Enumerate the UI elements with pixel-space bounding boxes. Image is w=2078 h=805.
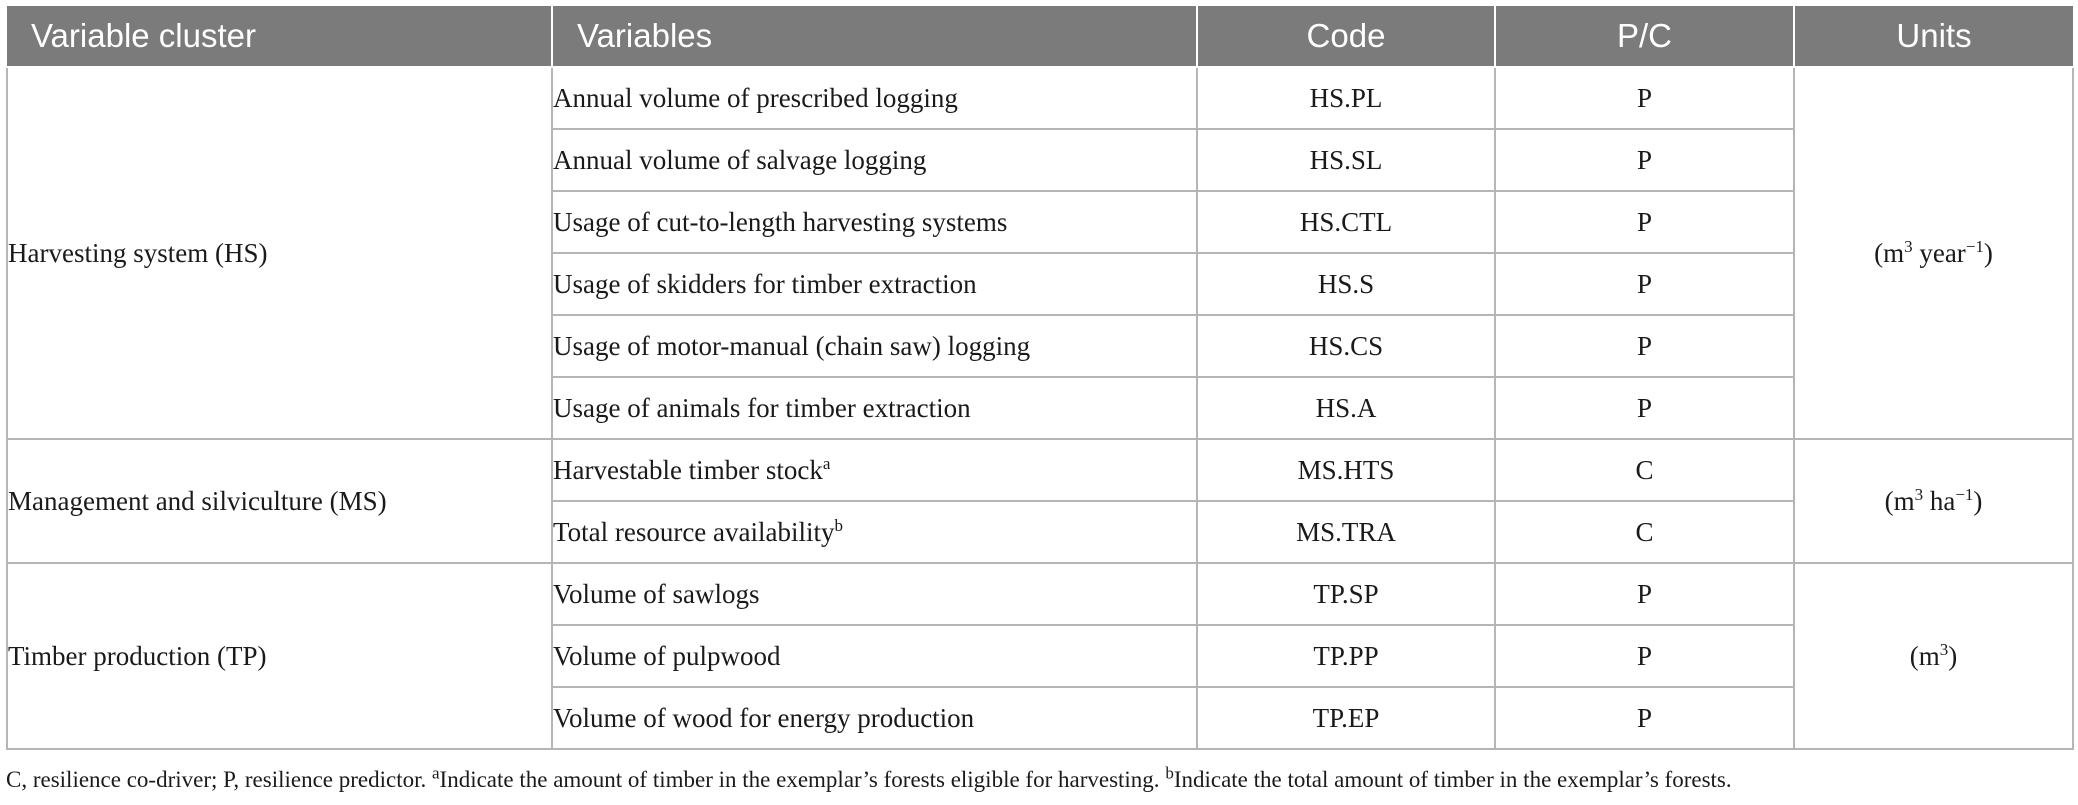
- cluster-cell: Timber production (TP): [7, 563, 552, 749]
- footnote-a-text: Indicate the amount of timber in the exemplar’s forests eligible for harvesting.: [439, 767, 1166, 792]
- header-variables: Variables: [552, 6, 1197, 67]
- variable-cell: [552, 191, 1197, 253]
- unit-sup-2: −1: [1955, 484, 1974, 504]
- variable-cell: [552, 129, 1197, 191]
- variable-label: Usage of animals for timber extraction: [553, 392, 971, 423]
- code-cell: HS.S: [1197, 253, 1495, 315]
- variable-cell: [552, 687, 1197, 749]
- variable-footnote-mark: a: [822, 453, 831, 473]
- unit-sup-1: 3: [1939, 639, 1949, 659]
- unit-sup-2: −1: [1965, 236, 1984, 256]
- pc-cell: P: [1495, 67, 1794, 129]
- cluster-cell: Management and silviculture (MS): [7, 439, 552, 563]
- variable-cell: [552, 625, 1197, 687]
- variable-label: Volume of pulpwood: [553, 640, 781, 671]
- table-container: [6, 6, 2072, 750]
- variable-cell: [552, 377, 1197, 439]
- variable-label: Volume of wood for energy production: [553, 702, 975, 733]
- pc-cell: P: [1495, 129, 1794, 191]
- pc-cell: C: [1495, 501, 1794, 563]
- footnote-a-mark: a: [431, 763, 440, 783]
- variable-cell: [552, 439, 1197, 501]
- variable-label: Harvestable timber stock: [553, 454, 823, 485]
- table-footnote: [6, 763, 1732, 793]
- pc-cell: P: [1495, 253, 1794, 315]
- units-cell: [1794, 439, 2073, 563]
- unit-pre: (m: [1909, 640, 1940, 671]
- header-variable-cluster: Variable cluster: [7, 6, 552, 67]
- pc-cell: C: [1495, 439, 1794, 501]
- code-cell: MS.HTS: [1197, 439, 1495, 501]
- code-cell: TP.PP: [1197, 625, 1495, 687]
- pc-cell: P: [1495, 625, 1794, 687]
- pc-cell: P: [1495, 687, 1794, 749]
- unit-pre: (m: [1884, 485, 1915, 516]
- footnote-b-mark: b: [1165, 763, 1174, 783]
- unit-post: ): [1983, 237, 1993, 268]
- pc-cell: P: [1495, 315, 1794, 377]
- variable-label: Usage of cut-to-length harvesting systems: [553, 206, 1008, 237]
- header-code: Code: [1197, 6, 1495, 67]
- code-cell: HS.SL: [1197, 129, 1495, 191]
- variable-label: Usage of motor-manual (chain saw) logging: [553, 330, 1031, 361]
- units-cell: [1794, 563, 2073, 749]
- unit-mid: year: [1912, 237, 1966, 268]
- code-cell: TP.SP: [1197, 563, 1495, 625]
- variable-cell: [552, 501, 1197, 563]
- footnote-b-text: Indicate the total amount of timber in the exemplar’s forests.: [1173, 767, 1732, 792]
- footnote-lead: C, resilience co-driver; P, resilience predictor.: [6, 767, 432, 792]
- code-cell: HS.A: [1197, 377, 1495, 439]
- pc-cell: P: [1495, 191, 1794, 253]
- table-row: [7, 563, 2073, 625]
- header-pc: P/C: [1495, 6, 1794, 67]
- code-cell: HS.CTL: [1197, 191, 1495, 253]
- unit-post: ): [1948, 640, 1958, 671]
- unit-pre: (m: [1874, 237, 1905, 268]
- pc-cell: P: [1495, 377, 1794, 439]
- variable-label: Total resource availability: [553, 516, 835, 547]
- table-row: [7, 439, 2073, 501]
- code-cell: MS.TRA: [1197, 501, 1495, 563]
- table-row: [7, 67, 2073, 129]
- cluster-cell: Harvesting system (HS): [7, 67, 552, 439]
- variable-label: Annual volume of salvage logging: [553, 144, 927, 175]
- pc-cell: P: [1495, 563, 1794, 625]
- variable-cell: [552, 315, 1197, 377]
- units-cell: [1794, 67, 2073, 439]
- code-cell: HS.CS: [1197, 315, 1495, 377]
- variable-cell: [552, 67, 1197, 129]
- unit-mid: ha: [1923, 485, 1956, 516]
- variable-cell: [552, 253, 1197, 315]
- code-cell: TP.EP: [1197, 687, 1495, 749]
- header-row: [7, 6, 2073, 67]
- unit-post: ): [1973, 485, 1983, 516]
- unit-sup-1: 3: [1904, 236, 1913, 256]
- variable-label: Usage of skidders for timber extraction: [553, 268, 977, 299]
- variable-label: Volume of sawlogs: [553, 578, 760, 609]
- code-cell: HS.PL: [1197, 67, 1495, 129]
- unit-sup-1: 3: [1914, 484, 1924, 504]
- variable-cell: [552, 563, 1197, 625]
- table-body: [7, 67, 2073, 749]
- variables-table: [6, 6, 2074, 750]
- variable-footnote-mark: b: [834, 515, 843, 535]
- header-units: Units: [1794, 6, 2073, 67]
- variable-label: Annual volume of prescribed logging: [553, 82, 958, 113]
